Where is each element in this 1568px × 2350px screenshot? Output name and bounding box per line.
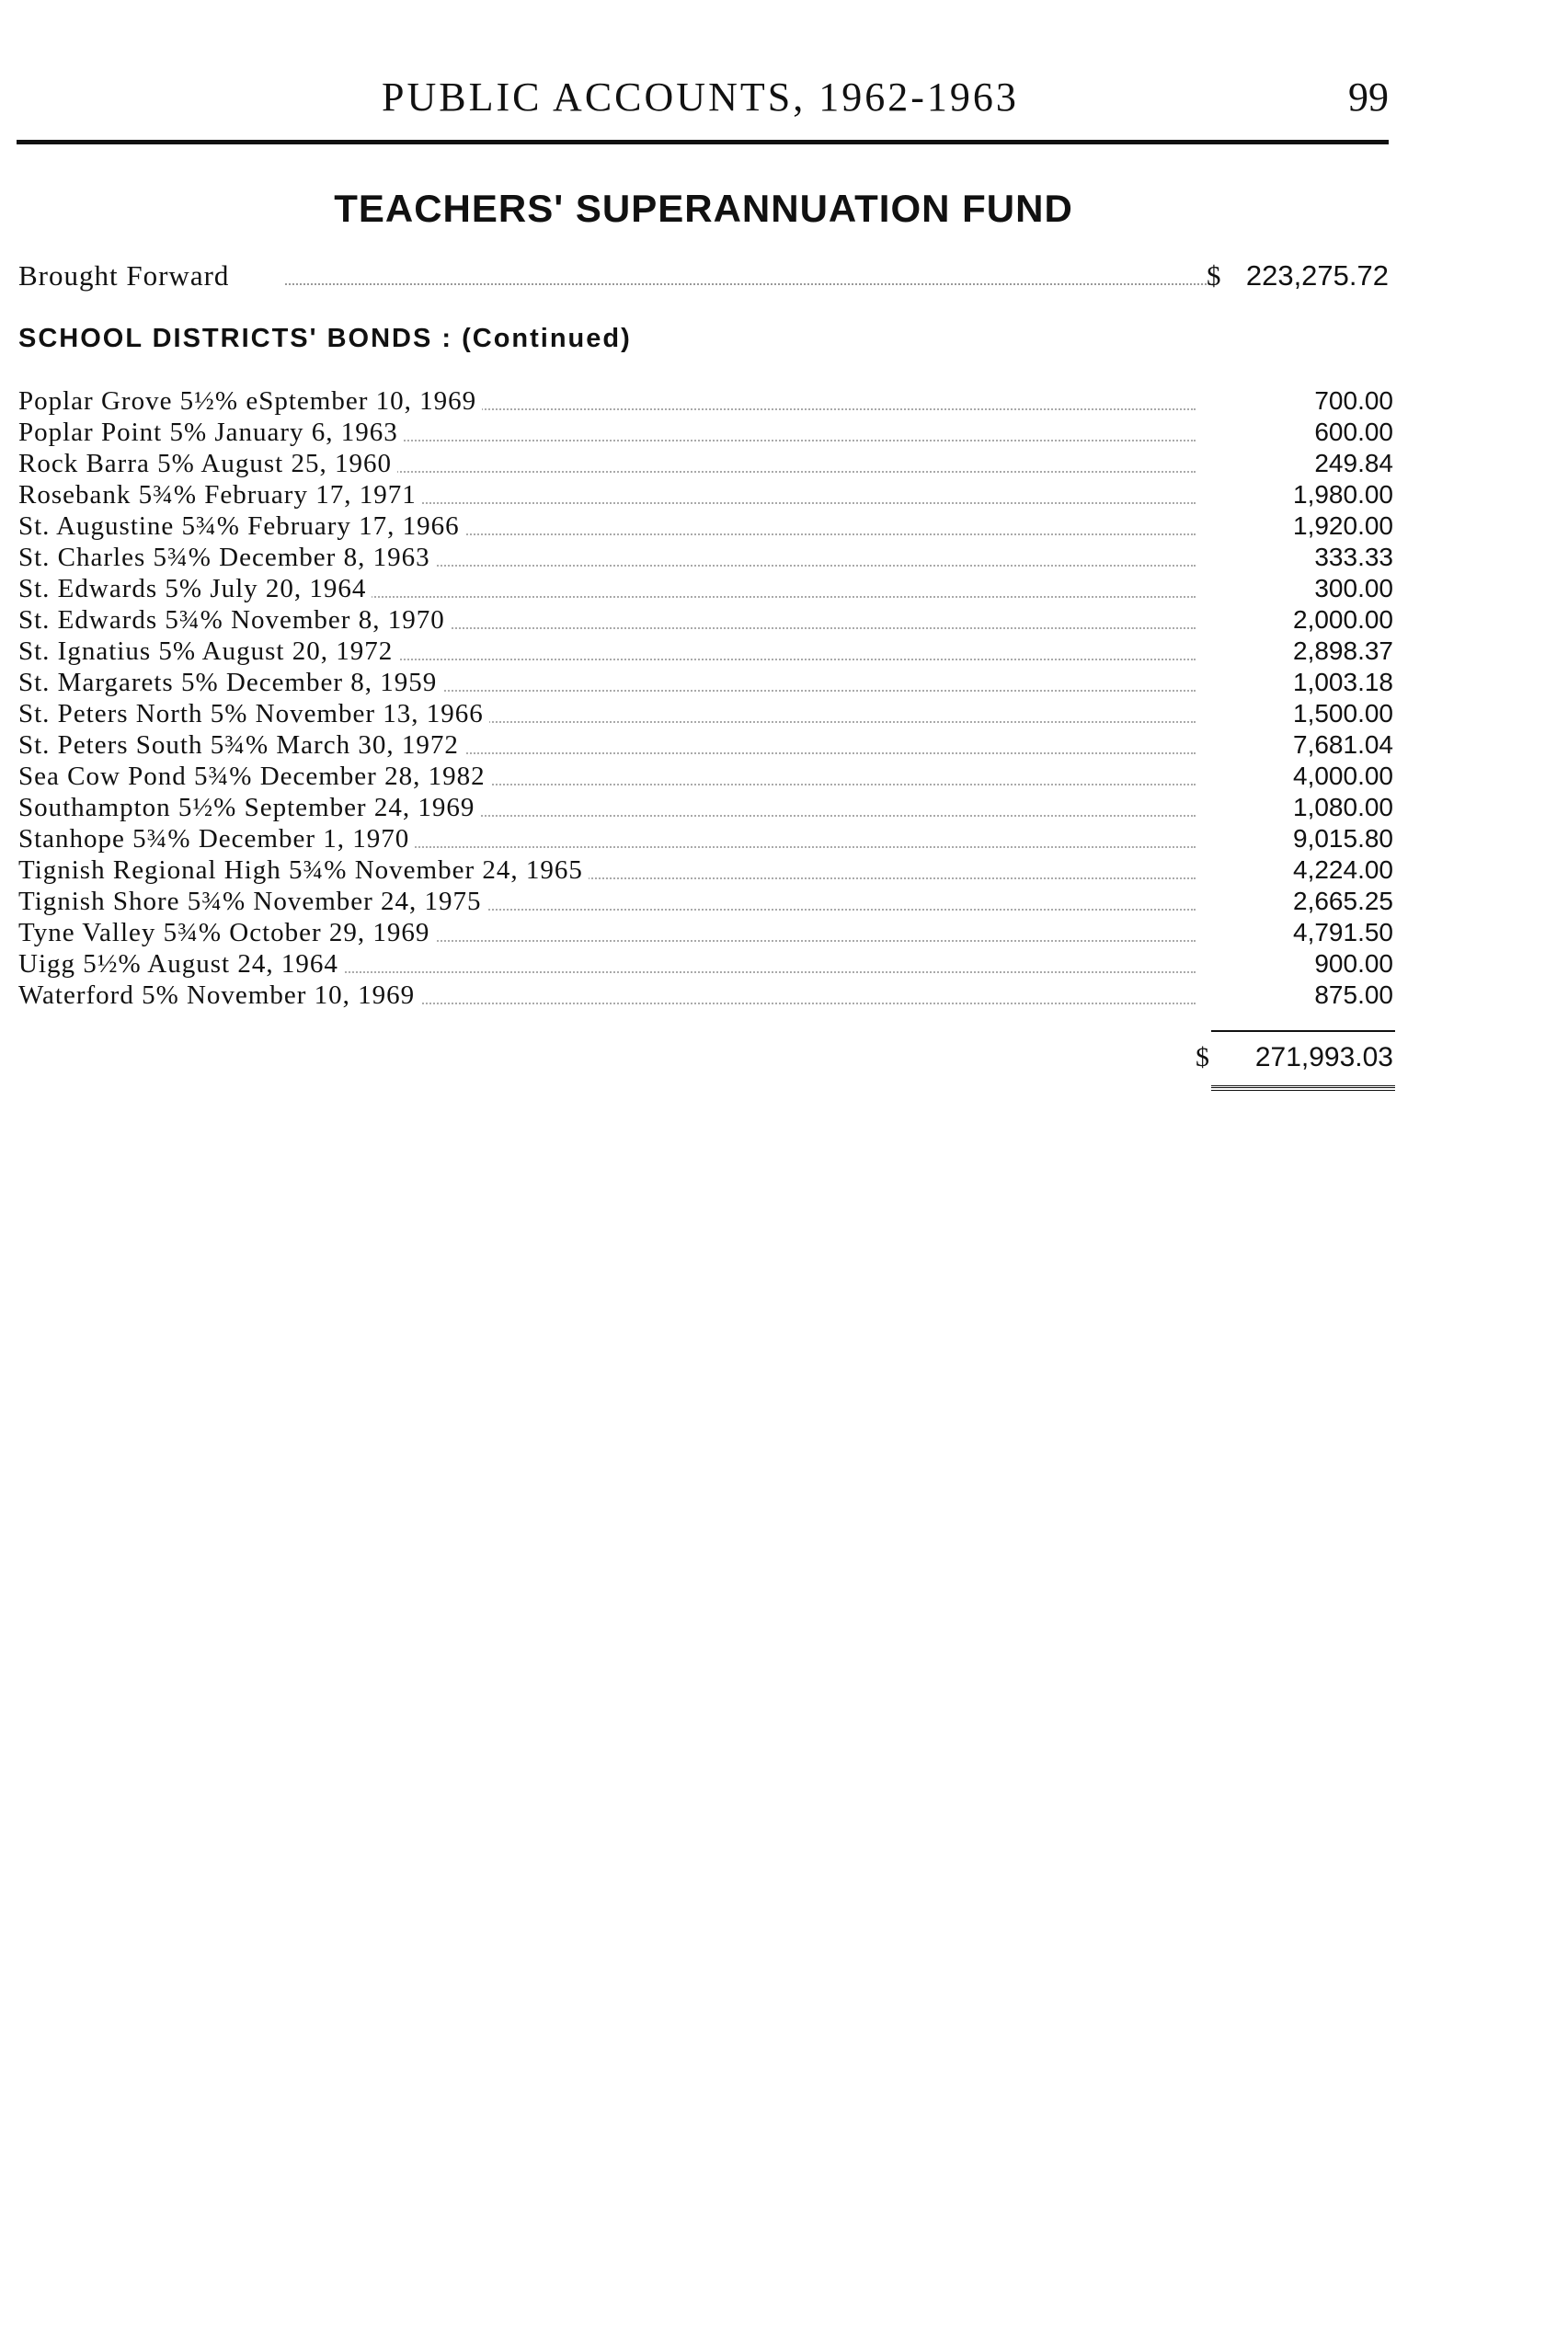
total-row — [1196, 1042, 1393, 1079]
bond-description: Poplar Grove 5½% eSptember 10, 1969 — [18, 386, 482, 417]
bond-amount: 1,003.18 — [1293, 668, 1393, 696]
bond-amount: 4,224.00 — [1293, 855, 1393, 884]
bond-description: Tignish Shore 5¾% November 24, 1975 — [18, 887, 487, 917]
ledger-row — [18, 668, 1393, 699]
brought-forward-row — [18, 259, 1389, 296]
bond-description: St. Edwards 5% July 20, 1964 — [18, 574, 372, 604]
brought-forward-amount: 223,275.72 — [1245, 259, 1389, 292]
section-heading: SCHOOL DISTRICTS' BONDS : (Continued) — [18, 324, 632, 353]
ledger-row — [18, 824, 1393, 855]
bond-description: Southampton 5½% September 24, 1969 — [18, 793, 480, 823]
bond-description: St. Ignatius 5% August 20, 1972 — [18, 636, 398, 667]
ledger-row — [18, 605, 1393, 636]
total-amount: 271,993.03 — [1254, 1042, 1393, 1072]
bond-description: Rosebank 5¾% February 17, 1971 — [18, 480, 422, 510]
bond-amount: 300.00 — [1314, 574, 1393, 602]
ledger-row — [18, 980, 1393, 1012]
ledger-row — [18, 636, 1393, 668]
page-header — [18, 74, 1389, 129]
bond-amount: 4,791.50 — [1293, 918, 1393, 946]
bond-amount: 4,000.00 — [1293, 762, 1393, 790]
ledger-row — [18, 418, 1393, 449]
brought-forward-label: Brought Forward — [18, 259, 236, 292]
page-number: 99 — [1348, 75, 1389, 120]
bond-amount: 1,080.00 — [1293, 793, 1393, 821]
bond-amount: 1,980.00 — [1293, 480, 1393, 509]
bond-amount: 875.00 — [1314, 980, 1393, 1009]
ledger-row — [18, 574, 1393, 605]
ledger-row — [18, 480, 1393, 511]
bond-description: St. Charles 5¾% December 8, 1963 — [18, 543, 436, 573]
ledger-row — [18, 762, 1393, 793]
bond-amount: 9,015.80 — [1293, 824, 1393, 853]
ledger-row — [18, 855, 1393, 887]
ledger-row — [18, 887, 1393, 918]
ledger-row — [18, 449, 1393, 480]
ledger-row — [18, 543, 1393, 574]
ledger-row — [18, 918, 1393, 949]
bond-description: Waterford 5% November 10, 1969 — [18, 980, 420, 1011]
bond-amount: 1,500.00 — [1293, 699, 1393, 728]
bond-description: Stanhope 5¾% December 1, 1970 — [18, 824, 415, 854]
dot-leader — [285, 283, 1214, 285]
bond-amount: 700.00 — [1314, 386, 1393, 415]
bond-description: Uigg 5½% August 24, 1964 — [18, 949, 344, 980]
total-rule-top — [1211, 1030, 1395, 1032]
total-rule-bottom — [1211, 1085, 1395, 1091]
bond-ledger — [18, 386, 1393, 1012]
bond-amount: 2,000.00 — [1293, 605, 1393, 634]
ledger-row — [18, 730, 1393, 762]
bond-amount: 2,665.25 — [1293, 887, 1393, 915]
bond-amount: 1,920.00 — [1293, 511, 1393, 540]
ledger-row — [18, 699, 1393, 730]
bond-description: Sea Cow Pond 5¾% December 28, 1982 — [18, 762, 491, 792]
bond-description: Tyne Valley 5¾% October 29, 1969 — [18, 918, 435, 948]
bond-amount: 333.33 — [1314, 543, 1393, 571]
page-title: PUBLIC ACCOUNTS, 1962-1963 — [382, 75, 1019, 120]
fund-title: TEACHERS' SUPERANNUATION FUND — [334, 187, 1073, 230]
ledger-row — [18, 511, 1393, 543]
ledger-row — [18, 386, 1393, 418]
bond-amount: 2,898.37 — [1293, 636, 1393, 665]
bond-description: Poplar Point 5% January 6, 1963 — [18, 418, 404, 448]
bond-description: Tignish Regional High 5¾% November 24, 1965 — [18, 855, 589, 886]
bond-description: St. Peters North 5% November 13, 1966 — [18, 699, 489, 729]
bond-amount: 900.00 — [1314, 949, 1393, 978]
bond-description: Rock Barra 5% August 25, 1960 — [18, 449, 397, 479]
bond-amount: 249.84 — [1314, 449, 1393, 477]
ledger-row — [18, 949, 1393, 980]
currency-sign: $ — [1196, 1042, 1209, 1072]
ledger-row — [18, 793, 1393, 824]
bond-amount: 600.00 — [1314, 418, 1393, 446]
header-rule — [17, 140, 1389, 144]
bond-description: St. Peters South 5¾% March 30, 1972 — [18, 730, 464, 761]
dot-leader — [202, 971, 1196, 973]
bond-description: St. Margarets 5% December 8, 1959 — [18, 668, 442, 698]
bond-description: St. Edwards 5¾% November 8, 1970 — [18, 605, 451, 636]
bond-description: St. Augustine 5¾% February 17, 1966 — [18, 511, 465, 542]
bond-amount: 7,681.04 — [1293, 730, 1393, 759]
currency-sign: $ — [1207, 259, 1221, 292]
